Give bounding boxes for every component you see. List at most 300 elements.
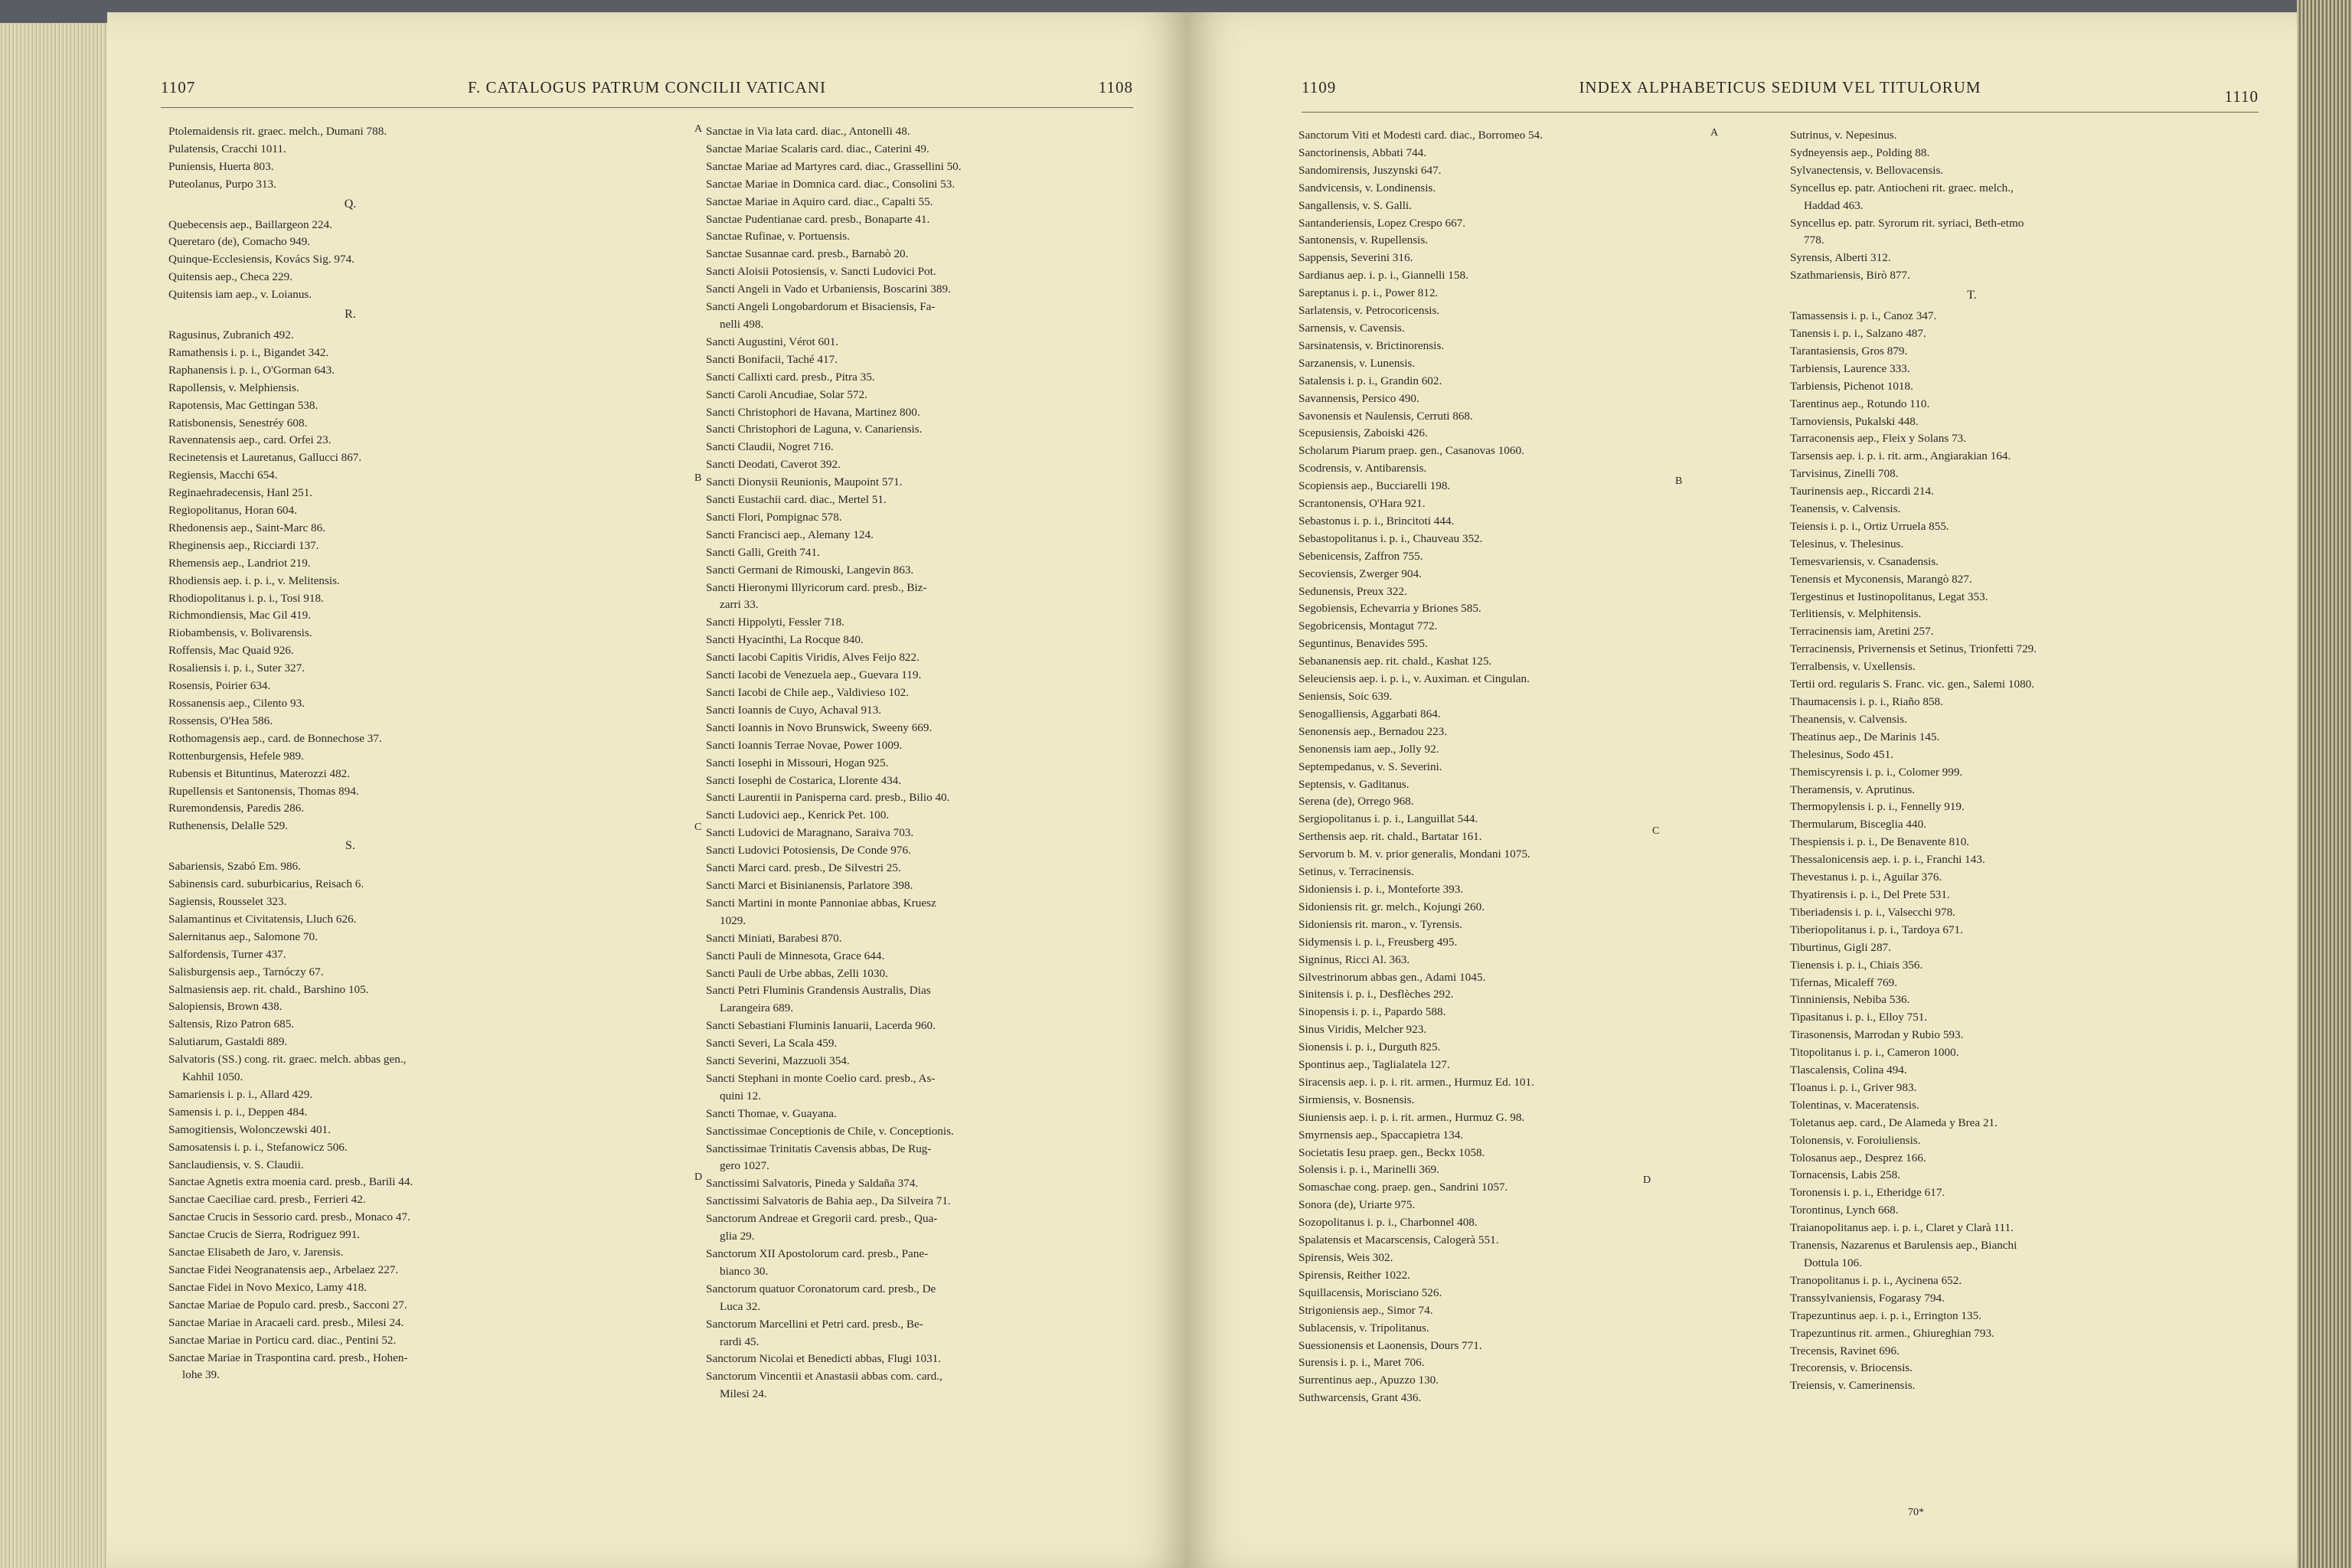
index-entry: Sanctae Mariae in Aracaeli card. presb., Milesi 24. <box>168 1315 404 1329</box>
index-entry: Sancti Hieronymi Illyricorum card. presb., Biz- <box>706 580 927 594</box>
index-entry: Tienensis i. p. i., Chiais 356. <box>1790 958 1923 972</box>
index-entry: Sancti Miniati, Barabesi 870. <box>706 931 842 945</box>
index-entry-continuation: nelli 498. <box>720 317 764 331</box>
index-entry: Sergiopolitanus i. p. i., Languillat 544. <box>1298 812 1478 826</box>
index-entry: Tergestinus et Iustinopolitanus, Legat 353. <box>1790 590 1988 603</box>
index-entry: Rheginensis aep., Ricciardi 137. <box>168 538 319 552</box>
index-entry: Sancti Galli, Greith 741. <box>706 545 820 559</box>
index-entry: Scrantonensis, O'Hara 921. <box>1298 497 1426 511</box>
index-entry: Tarsensis aep. i. p. i. rit. arm., Angiarakian 164. <box>1790 449 2011 463</box>
index-entry: Teanensis, v. Calvensis. <box>1790 502 1901 516</box>
index-entry: Sanctae Crucis in Sessorio card. presb., Monaco 47. <box>168 1210 410 1224</box>
index-entry: Rapotensis, Mac Gettingan 538. <box>168 398 318 412</box>
index-entry: Sancti Aloisii Potosiensis, v. Sancti Ludovici Pot. <box>706 265 936 279</box>
left-page-column-1 <box>168 123 532 1384</box>
index-entry: Sancti Iacobi Capitis Viridis, Alves Feijo 822. <box>706 651 920 665</box>
index-entry: Thevestanus i. p. i., Aguilar 376. <box>1790 871 1942 884</box>
index-entry: Sanctae Rufinae, v. Portuensis. <box>706 230 850 243</box>
index-entry: Ravennatensis aep., card. Orfei 23. <box>168 433 332 447</box>
left-page <box>107 12 1187 1568</box>
index-entry: Thermularum, Bisceglia 440. <box>1790 818 1926 831</box>
index-entry: Sancti Callixti card. presb., Pitra 35. <box>706 370 875 384</box>
index-entry: Theatinus aep., De Marinis 145. <box>1790 730 1940 743</box>
index-entry: Sanctae Caeciliae card. presb., Ferrieri 42. <box>168 1193 366 1207</box>
index-entry: Rhodiopolitanus i. p. i., Tosi 918. <box>168 591 324 605</box>
index-entry: Tranopolitanus i. p. i., Aycinena 652. <box>1790 1273 1962 1287</box>
index-entry: Tarraconensis aep., Fleix y Solans 73. <box>1790 432 1967 446</box>
index-entry: Ramathensis i. p. i., Bigandet 342. <box>168 345 329 359</box>
index-entry: Sancti Laurentii in Panisperna card. presb., Bilio 40. <box>706 791 950 805</box>
index-entry: Theanensis, v. Calvensis. <box>1790 712 1907 726</box>
index-entry: Sarnensis, v. Cavensis. <box>1298 321 1405 335</box>
signature-mark: 70* <box>1908 1507 1924 1518</box>
index-entry: Ruthenensis, Delalle 529. <box>168 819 289 833</box>
index-entry: Sarzanensis, v. Lunensis. <box>1298 356 1416 370</box>
index-entry: Taurinensis aep., Riccardi 214. <box>1790 485 1934 498</box>
index-entry: Sidoniensis i. p. i., Monteforte 393. <box>1298 882 1464 896</box>
index-entry: Sanctae in Via lata card. diac., Antonelli 48. <box>706 125 910 138</box>
index-entry: Sancti Thomae, v. Guayana. <box>706 1106 837 1120</box>
index-entry: Ruremondensis, Paredis 286. <box>168 802 305 815</box>
index-entry: Sanctae Susannae card. presb., Barnabò 20. <box>706 247 909 261</box>
index-entry: Sancti Augustini, Vérot 601. <box>706 335 839 348</box>
index-entry: Puteolanus, Purpo 313. <box>168 177 276 191</box>
index-entry: Salutiarum, Gastaldi 889. <box>168 1035 288 1049</box>
index-entry: Sidymensis i. p. i., Freusberg 495. <box>1298 935 1458 949</box>
index-entry: Serthensis aep. rit. chald., Bartatar 161. <box>1298 830 1482 844</box>
index-entry: Spirensis, Reither 1022. <box>1298 1268 1410 1282</box>
index-entry: Tranensis, Nazarenus et Barulensis aep., Bianchi <box>1790 1239 2017 1253</box>
index-entry: Sancti Caroli Ancudiae, Solar 572. <box>706 387 867 401</box>
index-entry: Tenensis et Myconensis, Marangò 827. <box>1790 572 1972 586</box>
section-letter: Q. <box>344 197 357 211</box>
index-entry: Terracinensis, Privernensis et Setinus, Trionfetti 729. <box>1790 642 2037 656</box>
index-entry: Sanctissimae Conceptionis de Chile, v. Conceptionis. <box>706 1124 954 1138</box>
index-entry: Sancti Marci et Bisinianensis, Parlatore 398. <box>706 878 913 892</box>
index-entry: Sanctorum Viti et Modesti card. diac., Borromeo 54. <box>1298 129 1543 142</box>
index-entry: Terracinensis iam, Aretini 257. <box>1790 625 1934 639</box>
index-entry-continuation: Milesi 24. <box>720 1387 767 1401</box>
index-entry: Thermopylensis i. p. i., Fennelly 919. <box>1790 800 1965 814</box>
index-entry: Signinus, Ricci Al. 363. <box>1298 952 1410 966</box>
index-entry: Sebenicensis, Zaffron 755. <box>1298 549 1423 563</box>
index-entry: Sanctae Mariae in Aquiro card. diac., Capalti 55. <box>706 194 933 208</box>
index-entry: Rosensis, Poirier 634. <box>168 679 271 693</box>
index-entry: Spalatensis et Macarscensis, Calogerà 551. <box>1298 1233 1499 1247</box>
index-entry: Syncellus ep. patr. Syrorum rit. syriaci, Beth-etmo <box>1790 216 2024 230</box>
index-entry: Sancti Eustachii card. diac., Mertel 51. <box>706 493 887 507</box>
index-entry: Puniensis, Huerta 803. <box>168 159 274 173</box>
index-entry: Sinopensis i. p. i., Papardo 588. <box>1298 1005 1446 1019</box>
index-entry: Sancti Stephani in monte Coelio card. presb., As- <box>706 1071 936 1085</box>
index-entry: Themiscyrensis i. p. i., Colomer 999. <box>1790 765 1963 779</box>
right-page-header <box>1302 74 2259 104</box>
index-entry: Tiburtinus, Gigli 287. <box>1790 940 1891 954</box>
index-entry: Syncellus ep. patr. Antiocheni rit. graec. melch., <box>1790 181 2014 194</box>
index-entry: Sutrinus, v. Nepesinus. <box>1790 129 1897 142</box>
index-entry: Santonensis, v. Rupellensis. <box>1298 234 1429 247</box>
index-entry: Ptolemaidensis rit. graec. melch., Dumani 788. <box>168 125 387 138</box>
index-entry: Tertii ord. regularis S. Franc. vic. gen., Salemi 1080. <box>1790 678 2035 691</box>
section-marker-d: D <box>694 1171 703 1183</box>
index-entry: Siuniensis aep. i. p. i. rit. armen., Hurmuz G. 98. <box>1298 1110 1525 1124</box>
index-entry-continuation: gero 1027. <box>720 1159 769 1173</box>
index-entry: Sancti Ludovici aep., Kenrick Pet. 100. <box>706 808 890 822</box>
index-entry: Sanctorum Marcellini et Petri card. presb., Be- <box>706 1317 923 1331</box>
index-entry: Terralbensis, v. Uxellensis. <box>1790 660 1916 674</box>
index-entry: Sidoniensis rit. gr. melch., Kojungi 260. <box>1298 900 1485 913</box>
index-entry: Toronensis i. p. i., Etheridge 617. <box>1790 1186 1945 1200</box>
index-entry: Sanctae Mariae in Porticu card. diac., Pentini 52. <box>168 1333 397 1347</box>
index-entry: Silvestrinorum abbas gen., Adami 1045. <box>1298 970 1486 984</box>
index-entry: Sancti Ludovici Potosiensis, De Conde 976. <box>706 844 911 858</box>
index-entry: Tloanus i. p. i., Griver 983. <box>1790 1080 1917 1094</box>
index-entry: Tlascalensis, Colina 494. <box>1790 1063 1907 1077</box>
index-entry: Salopiensis, Brown 438. <box>168 1000 283 1014</box>
index-entry: Roffensis, Mac Quaid 926. <box>168 644 294 658</box>
index-entry: Sareptanus i. p. i., Power 812. <box>1298 286 1439 300</box>
index-entry-continuation: quini 12. <box>720 1089 762 1102</box>
index-entry: Squillacensis, Morisciano 526. <box>1298 1285 1442 1299</box>
index-entry: Trecensis, Ravinet 696. <box>1790 1344 1900 1357</box>
index-entry: Servorum b. M. v. prior generalis, Mondani 1075. <box>1298 848 1530 861</box>
index-entry: Tamassensis i. p. i., Canoz 347. <box>1790 309 1937 323</box>
index-entry: Quitensis aep., Checa 229. <box>168 270 292 284</box>
index-entry: Sancti Dionysii Reunionis, Maupoint 571. <box>706 475 903 489</box>
index-entry: Tanensis i. p. i., Salzano 487. <box>1790 326 1926 340</box>
index-entry: Thyatirensis i. p. i., Del Prete 531. <box>1790 887 1950 901</box>
index-entry-continuation: Kahhil 1050. <box>182 1070 243 1084</box>
section-marker-c: C <box>694 822 702 833</box>
right-page <box>1187 12 2297 1568</box>
header-rule <box>1302 112 2259 113</box>
index-entry: Sancti Petri Fluminis Grandensis Australis, Dias <box>706 984 931 998</box>
index-entry: Sanctae Fidei Neogranatensis aep., Arbelaez 227. <box>168 1263 399 1276</box>
index-entry: Sydneyensis aep., Polding 88. <box>1790 145 1930 159</box>
index-entry: Sanctae Crucis de Sierra, Rodriguez 991. <box>168 1228 361 1242</box>
index-entry: Salmasiensis aep. rit. chald., Barshino 105. <box>168 982 369 996</box>
index-entry: Tiberiopolitanus i. p. i., Tardoya 671. <box>1790 923 1963 936</box>
index-entry: Senonensis iam aep., Jolly 92. <box>1298 742 1439 756</box>
index-entry: Sangallensis, v. S. Galli. <box>1298 198 1412 212</box>
index-entry: Raphanensis i. p. i., O'Gorman 643. <box>168 363 335 377</box>
index-entry: Savonensis et Naulensis, Cerruti 868. <box>1298 409 1473 423</box>
section-marker-d: D <box>1643 1174 1651 1186</box>
index-entry: Sancti Angeli in Vado et Urbaniensis, Boscarini 389. <box>706 283 951 296</box>
index-entry: Tinniniensis, Nebiba 536. <box>1790 993 1910 1007</box>
index-entry: Sancti Hippolyti, Fessler 718. <box>706 616 844 629</box>
index-entry: Sanctorum quatuor Coronatorum card. presb., De <box>706 1282 936 1295</box>
index-entry: Setinus, v. Terracinensis. <box>1298 865 1414 879</box>
section-letter: R. <box>345 308 356 322</box>
page-number-1109: 1109 <box>1302 78 1337 96</box>
index-entry: Sanctorum Andreae et Gregorii card. presb., Qua- <box>706 1212 938 1226</box>
section-marker-b: B <box>1675 475 1683 487</box>
index-entry: Sancti Pauli de Urbe abbas, Zelli 1030. <box>706 966 888 980</box>
index-entry: Sancti Christophori de Havana, Martinez 800. <box>706 405 920 419</box>
index-entry: Secoviensis, Zwerger 904. <box>1298 567 1422 580</box>
index-entry-continuation: lohe 39. <box>182 1368 220 1382</box>
index-entry-continuation: 778. <box>1804 234 1824 247</box>
index-entry-continuation: glia 29. <box>720 1230 755 1243</box>
index-entry: Rothomagensis aep., card. de Bonnechose 37. <box>168 731 382 745</box>
index-entry: Sedunensis, Preux 322. <box>1298 584 1407 598</box>
index-entry: Sancti Bonifacii, Taché 417. <box>706 352 838 366</box>
index-entry: Rhodiensis aep. i. p. i., v. Melitensis. <box>168 573 340 587</box>
section-marker-a: A <box>1710 127 1719 139</box>
index-entry: Sancti Marci card. presb., De Silvestri 25. <box>706 861 901 875</box>
index-entry: Thespiensis i. p. i., De Benavente 810. <box>1790 835 1970 849</box>
index-entry: Sandvicensis, v. Londinensis. <box>1298 181 1436 194</box>
index-entry: Segobiensis, Echevarria y Briones 585. <box>1298 602 1481 616</box>
index-entry: Sardianus aep. i. p. i., Giannelli 158. <box>1298 269 1468 283</box>
index-entry: Sancti Ioannis in Novo Brunswick, Sweeny 669. <box>706 720 933 734</box>
index-entry: Tarentinus aep., Rotundo 110. <box>1790 397 1930 410</box>
index-entry: Torontinus, Lynch 668. <box>1790 1204 1899 1217</box>
index-entry: Seleuciensis aep. i. p. i., v. Auximan. et Cingulan. <box>1298 672 1530 686</box>
index-entry: Trecorensis, v. Briocensis. <box>1790 1361 1913 1375</box>
index-entry: Samariensis i. p. i., Allard 429. <box>168 1087 313 1101</box>
index-entry: Sancti Iacobi de Venezuela aep., Guevara 119. <box>706 668 922 682</box>
index-entry: Samogitiensis, Wolonczewski 401. <box>168 1122 331 1136</box>
index-entry: Suthwarcensis, Grant 436. <box>1298 1391 1422 1405</box>
index-entry: Tornacensis, Labis 258. <box>1790 1168 1901 1182</box>
index-entry: Sancti Francisci aep., Alemany 124. <box>706 528 874 541</box>
index-entry: Trapezuntinus rit. armen., Ghiureghian 793. <box>1790 1326 1994 1340</box>
index-entry-continuation: Haddad 463. <box>1804 198 1864 212</box>
section-letter: T. <box>1967 289 1977 302</box>
index-entry: Toletanus aep. card., De Alameda y Brea 21. <box>1790 1116 1998 1129</box>
index-entry: Spirensis, Weis 302. <box>1298 1251 1393 1264</box>
index-entry: Saltensis, Rizo Patron 685. <box>168 1018 295 1031</box>
index-entry: Sanctorum Nicolai et Benedicti abbas, Flugi 1031. <box>706 1352 942 1366</box>
index-entry: Sanctae Elisabeth de Jaro, v. Jarensis. <box>168 1246 344 1259</box>
book-right-page-edges <box>2297 0 2352 1568</box>
index-entry: Senogalliensis, Aggarbati 864. <box>1298 707 1441 720</box>
index-entry: Thelesinus, Sodo 451. <box>1790 747 1893 761</box>
index-entry: Sanctissimi Salvatoris, Pineda y Saldaña 374. <box>706 1177 919 1191</box>
index-entry-continuation: 1029. <box>720 913 746 927</box>
index-entry: Sancti Iacobi de Chile aep., Valdivieso 102. <box>706 686 910 699</box>
index-entry: Sancti Ioannis de Cuyo, Achaval 913. <box>706 703 882 717</box>
index-entry: Trapezuntinus aep. i. p. i., Errington 135. <box>1790 1308 1982 1322</box>
index-entry: Sancti Iosephi in Missouri, Hogan 925. <box>706 756 889 769</box>
index-entry: Rossanensis aep., Cilento 93. <box>168 697 305 710</box>
index-entry: Sinitensis i. p. i., Desflèches 292. <box>1298 988 1454 1001</box>
index-entry: Sirmiensis, v. Bosnensis. <box>1298 1093 1415 1106</box>
index-entry: Scholarum Piarum praep. gen., Casanovas 1060. <box>1298 444 1524 458</box>
index-entry: Tolentinas, v. Maceratensis. <box>1790 1098 1919 1112</box>
index-entry: Scopiensis aep., Bucciarelli 198. <box>1298 479 1451 493</box>
index-entry: Sionensis i. p. i., Durguth 825. <box>1298 1040 1441 1054</box>
index-entry: Samensis i. p. i., Deppen 484. <box>168 1105 308 1119</box>
index-entry: Sinus Viridis, Melcher 923. <box>1298 1023 1427 1037</box>
index-entry: Sonora (de), Uriarte 975. <box>1298 1198 1416 1212</box>
index-entry: Smyrnensis aep., Spaccapietra 134. <box>1298 1128 1464 1142</box>
index-entry-continuation: Luca 32. <box>720 1299 761 1313</box>
index-entry: Sancti Iosephi de Costarica, Llorente 434. <box>706 773 902 787</box>
index-entry: Rosaliensis i. p. i., Suter 327. <box>168 662 305 675</box>
index-entry: Telesinus, v. Thelesinus. <box>1790 537 1904 550</box>
index-entry: Richmondiensis, Mac Gil 419. <box>168 609 312 622</box>
index-entry: Recinetensis et Lauretanus, Gallucci 867. <box>168 451 362 465</box>
index-entry: Spontinus aep., Taglialatela 127. <box>1298 1058 1450 1072</box>
index-entry: Sancti Martini in monte Pannoniae abbas, Kruesz <box>706 896 936 910</box>
index-entry: Segobricensis, Montagut 772. <box>1298 619 1438 633</box>
index-entry: Thaumacensis i. p. i., Riaño 858. <box>1790 695 1943 708</box>
header-rule <box>161 107 1133 108</box>
index-entry: Septensis, v. Gaditanus. <box>1298 777 1410 791</box>
index-entry: Sancti Flori, Pompignac 578. <box>706 510 842 524</box>
index-entry: Sagiensis, Rousselet 323. <box>168 894 287 908</box>
index-entry: Tolosanus aep., Desprez 166. <box>1790 1151 1926 1165</box>
index-entry: Sancti Christophori de Laguna, v. Canariensis. <box>706 423 923 436</box>
index-entry: Sandomirensis, Juszynski 647. <box>1298 163 1442 177</box>
index-entry: Sanctae Pudentianae card. presb., Bonaparte 41. <box>706 212 930 226</box>
index-entry: Sancti Ludovici de Maragnano, Saraiva 703. <box>706 826 914 840</box>
index-entry: Sanclaudiensis, v. S. Claudii. <box>168 1158 304 1171</box>
index-entry: Salvatoris (SS.) cong. rit. graec. melch. abbas gen., <box>168 1053 407 1067</box>
index-entry: Sappensis, Severini 316. <box>1298 251 1413 265</box>
index-entry-continuation: Dottula 106. <box>1804 1256 1862 1269</box>
index-entry: Transsylvaniensis, Fogarasy 794. <box>1790 1291 1945 1305</box>
index-entry: Rhedonensis aep., Saint-Marc 86. <box>168 521 325 534</box>
index-entry: Surensis i. p. i., Maret 706. <box>1298 1356 1425 1370</box>
index-entry: Tolonensis, v. Foroiuliensis. <box>1790 1133 1921 1147</box>
index-entry: Tiberiadensis i. p. i., Valsecchi 978. <box>1790 905 1955 919</box>
index-entry: Sancti Severini, Mazzuoli 354. <box>706 1054 850 1068</box>
index-entry: Quitensis iam aep., v. Loianus. <box>168 288 312 302</box>
index-entry: Strigoniensis aep., Simor 74. <box>1298 1303 1433 1317</box>
index-entry: Senonensis aep., Bernadou 223. <box>1298 724 1448 738</box>
index-entry: Salisburgensis aep., Tarnóczy 67. <box>168 965 324 978</box>
index-entry: Traianopolitanus aep. i. p. i., Claret y Clarà 111. <box>1790 1221 2014 1235</box>
index-entry: Sanctae Mariae de Populo card. presb., Sacconi 27. <box>168 1298 407 1312</box>
index-entry: Rhemensis aep., Landriot 219. <box>168 556 311 570</box>
index-entry: Sanctissimae Trinitatis Cavensis abbas, De Rug- <box>706 1142 932 1155</box>
index-entry: Quebecensis aep., Baillargeon 224. <box>168 217 332 231</box>
index-entry: Sancti Ioannis Terrae Novae, Power 1009. <box>706 738 903 752</box>
index-entry: Santanderiensis, Lopez Crespo 667. <box>1298 216 1466 230</box>
index-entry: Tipasitanus i. p. i., Elloy 751. <box>1790 1011 1928 1024</box>
index-entry: Sancti Severi, La Scala 459. <box>706 1037 838 1050</box>
index-entry: Sanctorum XII Apostolorum card. presb., Pane- <box>706 1247 929 1260</box>
index-entry: Szathmariensis, Birò 877. <box>1790 269 1910 283</box>
index-entry: Temesvariensis, v. Csanadensis. <box>1790 554 1939 568</box>
index-entry: Sublacensis, v. Tripolitanus. <box>1298 1321 1429 1334</box>
index-entry: Seniensis, Soic 639. <box>1298 690 1393 703</box>
left-page-header <box>161 74 1133 104</box>
index-entry: Riobambensis, v. Bolivarensis. <box>168 626 312 640</box>
section-letter: S. <box>345 839 355 853</box>
left-page-column-2 <box>706 123 1070 1403</box>
index-entry: Sancti Angeli Longobardorum et Bisaciensis, Fa- <box>706 300 936 314</box>
index-entry: Sabinensis card. suburbicarius, Reisach 6. <box>168 877 364 891</box>
index-entry: Sanctorinensis, Abbati 744. <box>1298 145 1427 159</box>
index-entry: Siracensis aep. i. p. i. rit. armen., Hurmuz Ed. 101. <box>1298 1075 1534 1089</box>
index-entry: Tirasonensis, Marrodan y Rubio 593. <box>1790 1028 1964 1042</box>
index-entry: Surrentinus aep., Apuzzo 130. <box>1298 1374 1439 1387</box>
index-entry: Sancti Germani de Rimouski, Langevin 863. <box>706 563 914 577</box>
index-entry: Sancti Sebastiani Fluminis Ianuarii, Lacerda 960. <box>706 1019 936 1033</box>
index-entry: Salfordensis, Turner 437. <box>168 947 286 961</box>
index-entry: Sanctae Mariae in Domnica card. diac., Consolini 53. <box>706 177 956 191</box>
index-entry: Queretaro (de), Comacho 949. <box>168 235 311 249</box>
index-entry: Sanctorum Vincentii et Anastasii abbas com. card., <box>706 1370 942 1383</box>
index-entry: Treiensis, v. Camerinensis. <box>1790 1379 1916 1393</box>
index-entry: Sanctae Mariae Scalaris card. diac., Caterini 49. <box>706 142 929 155</box>
index-entry: Sancti Deodati, Caverot 392. <box>706 458 841 472</box>
index-entry: Tarvisinus, Zinelli 708. <box>1790 467 1899 481</box>
index-entry: Savannensis, Persico 490. <box>1298 391 1419 405</box>
running-title: F. CATALOGUS PATRUM CONCILII VATICANI <box>468 78 826 96</box>
index-entry: Sarlatensis, v. Petrocoricensis. <box>1298 304 1440 318</box>
index-entry: Regiopolitanus, Horan 604. <box>168 504 297 518</box>
index-entry: Tarnoviensis, Pukalski 448. <box>1790 414 1919 428</box>
index-entry: Seguntinus, Benavides 595. <box>1298 637 1428 651</box>
section-marker-c: C <box>1652 825 1660 837</box>
running-title: INDEX ALPHABETICUS SEDIUM VEL TITULORUM <box>1579 78 1981 96</box>
index-entry: Rottenburgensis, Hefele 989. <box>168 749 304 763</box>
index-entry: Theramensis, v. Aprutinus. <box>1790 782 1916 796</box>
index-entry: Thessalonicensis aep. i. p. i., Franchi 143. <box>1790 853 1985 867</box>
index-entry-continuation: rardi 45. <box>720 1334 760 1348</box>
index-entry: Rapollensis, v. Melphiensis. <box>168 381 299 394</box>
index-entry: Satalensis i. p. i., Grandin 602. <box>1298 374 1442 387</box>
page-number-1110: 1110 <box>2224 87 2259 106</box>
index-entry: Pulatensis, Cracchi 1011. <box>168 142 286 155</box>
index-entry: Salernitanus aep., Salomone 70. <box>168 929 318 943</box>
page-number-1108: 1108 <box>1098 78 1133 96</box>
index-entry: Salamantinus et Civitatensis, Lluch 626. <box>168 912 357 926</box>
index-entry: Ragusinus, Zubranich 492. <box>168 328 294 341</box>
index-entry: Quinque-Ecclesiensis, Kovács Sig. 974. <box>168 253 354 266</box>
index-entry: Sylvanectensis, v. Bellovacensis. <box>1790 163 1944 177</box>
index-entry: Serena (de), Orrego 968. <box>1298 795 1414 808</box>
index-entry: Teiensis i. p. i., Ortiz Urruela 855. <box>1790 519 1949 533</box>
index-entry: Sancti Pauli de Minnesota, Grace 644. <box>706 949 885 962</box>
index-entry: Solensis i. p. i., Marinelli 369. <box>1298 1163 1439 1177</box>
index-entry: Sanctae Fidei in Novo Mexico, Lamy 418. <box>168 1280 367 1294</box>
right-page-column-2 <box>1790 127 2154 1395</box>
index-entry: Sancti Claudii, Nogret 716. <box>706 440 834 454</box>
book-left-page-edges <box>0 23 107 1568</box>
index-entry: Scepusiensis, Zaboiski 426. <box>1298 426 1428 440</box>
index-entry: Rupellensis et Santonensis, Thomas 894. <box>168 784 359 798</box>
index-entry: Somaschae cong. praep. gen., Sandrini 1057. <box>1298 1181 1508 1194</box>
index-entry: Tarantasiensis, Gros 879. <box>1790 344 1908 358</box>
index-entry: Septempedanus, v. S. Severini. <box>1298 760 1442 773</box>
index-entry: Regiensis, Macchi 654. <box>168 469 278 482</box>
index-entry: Tarbiensis, Pichenot 1018. <box>1790 379 1913 393</box>
index-entry: Reginaehradecensis, Hanl 251. <box>168 486 313 500</box>
index-entry: Syrensis, Alberti 312. <box>1790 251 1891 265</box>
index-entry: Sebastopolitanus i. p. i., Chauveau 352. <box>1298 531 1483 545</box>
page-number-1107: 1107 <box>161 78 196 96</box>
index-entry: Samosatensis i. p. i., Stefanowicz 506. <box>168 1140 348 1154</box>
index-entry: Sanctae Agnetis extra moenia card. presb., Barili 44. <box>168 1175 413 1189</box>
index-entry: Sidoniensis rit. maron., v. Tyrensis. <box>1298 917 1463 931</box>
index-entry: Sanctissimi Salvatoris de Bahia aep., Da Silveira 71. <box>706 1194 951 1208</box>
index-entry: Sancti Hyacinthi, La Rocque 840. <box>706 633 864 647</box>
index-entry: Sebananensis aep. rit. chald., Kashat 125. <box>1298 655 1492 668</box>
index-entry: Ratisbonensis, Senestréy 608. <box>168 416 308 430</box>
index-entry: Suessionensis et Laonensis, Dours 771. <box>1298 1338 1482 1352</box>
index-entry: Tarbiensis, Laurence 333. <box>1790 361 1910 375</box>
index-entry: Sabariensis, Szabó Em. 986. <box>168 860 301 874</box>
index-entry-continuation: zarri 33. <box>720 598 759 612</box>
index-entry: Titopolitanus i. p. i., Cameron 1000. <box>1790 1046 1959 1060</box>
